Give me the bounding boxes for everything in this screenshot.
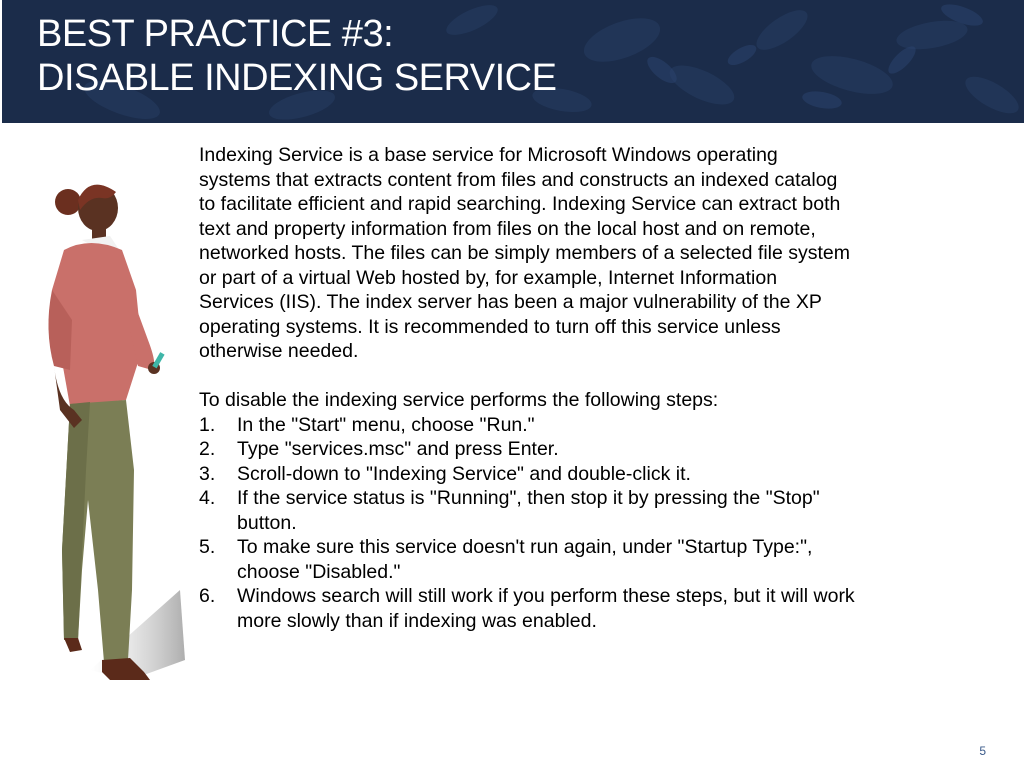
step-number: 3. <box>199 462 216 485</box>
step-number: 4. <box>199 487 216 509</box>
intro-paragraph: Indexing Service is a base service for Microsoft Windows operating systems that extracts content from files and constructs an indexed catalog to facilitate efficient and rapid searching. Indexing Service can extract both text and property information from files on the local host and on remote, networked hosts. The files can be simply members of a selected file system or part of a virtual Web hosted by, for example, Internet Information Services (IIS). The index server has been a major vulnerability of the XP operating systems. It is recommended to turn off this service unless otherwise needed. <box>199 144 851 362</box>
slide-title <box>37 12 556 100</box>
step-number: 5. <box>199 536 216 558</box>
step-item <box>199 486 969 535</box>
step-text: To make sure this service doesn't run again, under "Startup Type:", choose "Disabled." <box>237 536 813 583</box>
steps-list <box>199 413 969 634</box>
step-number: 2. <box>199 438 216 460</box>
step-text: Type "services.msc" and press Enter. <box>237 438 559 460</box>
step-item <box>199 437 969 462</box>
title-line-2: DISABLE INDEXING SERVICE <box>37 57 557 99</box>
title-line-1: BEST PRACTICE #3: <box>37 13 394 55</box>
step-text: Scroll-down to "Indexing Service" and double-click it. <box>237 462 691 485</box>
step-item <box>199 535 969 584</box>
step-text: If the service status is "Running", then stop it by pressing the "Stop" button. <box>237 487 820 534</box>
step-item <box>199 413 969 438</box>
page-number: 5 <box>979 744 986 758</box>
body-text <box>199 143 969 633</box>
step-text: Windows search will still work if you perform these steps, but it will work more slowly than if indexing was enabled. <box>237 585 855 632</box>
step-text: In the "Start" menu, choose "Run." <box>237 413 535 436</box>
woman-illustration <box>30 170 185 690</box>
step-number: 6. <box>199 585 216 607</box>
step-item <box>199 584 969 633</box>
header-band <box>2 0 1024 123</box>
steps-lead: To disable the indexing service performs the following steps: <box>199 389 719 411</box>
step-item <box>199 462 969 487</box>
step-number: 1. <box>199 413 216 436</box>
